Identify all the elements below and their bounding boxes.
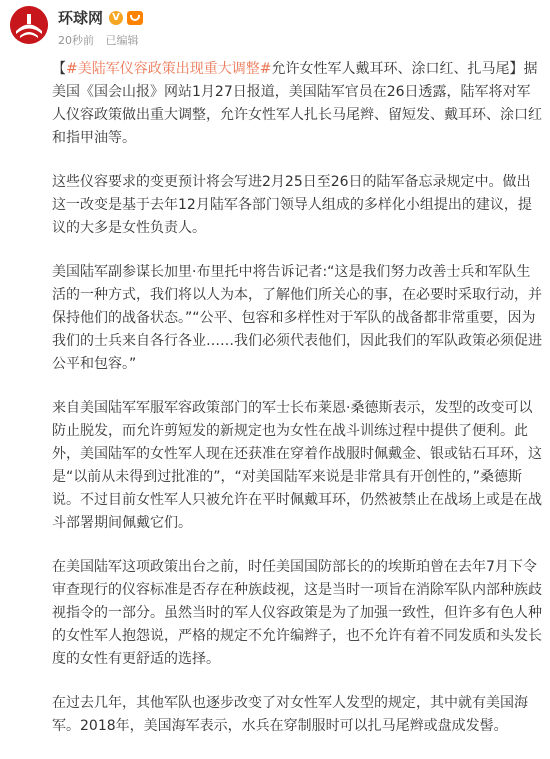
topic-link[interactable]: #美陆军仪容政策出现重大调整# (66, 61, 272, 77)
paragraph-4: 来自美国陆军军服军容政策部门的军士长布莱恩·桑德斯表示，发型的改变可以防止脱发，而允许剪短发的新规定也为女性在战斗训练过程中提供了便利。此外，美国陆军的女性军人现在还获准在穿着作战服时佩戴金、银或钻石耳环，这是“以前从未得到过批准的”，“对美国陆军来说是非常具有开创性的，”桑德斯说。不过目前女性军人只被允许在平时佩戴耳环，仍然被禁止在战场上或是在战斗部署期间佩戴它们。 (52, 400, 542, 531)
avatar[interactable] (10, 6, 48, 44)
paragraph-1: 【#美陆军仪容政策出现重大调整#允许女性军人戴耳环、涂口红、扎马尾】据美国《国会山报》网站1月27日报道，美国陆军官员在26日透露，陆军将对军人仪容政策做出重大调整，允许女性军人扎长马尾辫、留短发、戴耳环、涂口红和指甲油等。 (52, 61, 542, 146)
paragraph-3: 美国陆军副参谋长加里·布里托中将告诉记者:“这是我们努力改善士兵和军队生活的一种方式，我们将以人为本，了解他们所关心的事，在必要时采取行动，并保持他们的战备状态。”“公平、包容和多样性对于军队的战备都非常重要，因为我们的士兵来自各行各业……我们必须代表他们，因此我们的军队政策必须促进公平和包容。” (52, 264, 542, 372)
verified-v-icon: V (109, 11, 123, 25)
paragraph-2: 这些仪容要求的变更预计将会写进2月25日至26日的陆军备忘录规定中。做出这一改变是基于去年12月陆军各部门领导人组成的多样化小组提出的建议，提议的大多是女性负责人。 (52, 174, 532, 236)
post-header (0, 0, 550, 56)
paragraph-1-text: 允许女性军人戴耳环、涂口红、扎马尾】据美国《国会山报》网站1月27日报道，美国陆军官员在26日透露，陆军将对军人仪容政策做出重大调整，允许女性军人扎长马尾辫、留短发、戴耳环、涂口红和指甲油等。 (52, 61, 542, 146)
paragraph-5: 在美国陆军这项政策出台之前，时任美国国防部长的的埃斯珀曾在去年7月下令审查现行的仪容标准是否存在种族歧视，这是当时一项旨在消除军队内部种族歧视指令的一部分。虽然当时的军人仪容政策是为了加强一致性，但许多有色人种的女性军人抱怨说，严格的规定不允许编辫子，也不允许有着不同发质和头发长度的女性有更舒适的选择。 (52, 559, 542, 667)
author-row (58, 7, 143, 28)
post-content (52, 58, 542, 759)
paragraph-6: 在过去几年，其他军队也逐步改变了对女性军人发型的规定，其中就有美国海军。2018年，美国海军表示，水兵在穿制服时可以扎马尾辫或盘成发髻。 (52, 695, 528, 734)
post-meta (58, 32, 139, 48)
edited-label: 已编辑 (105, 34, 139, 47)
member-crown-icon (127, 11, 143, 25)
author-name[interactable]: 环球网 (58, 9, 104, 27)
avatar-logo-icon (10, 6, 48, 44)
post-time[interactable]: 20秒前 (58, 34, 94, 47)
